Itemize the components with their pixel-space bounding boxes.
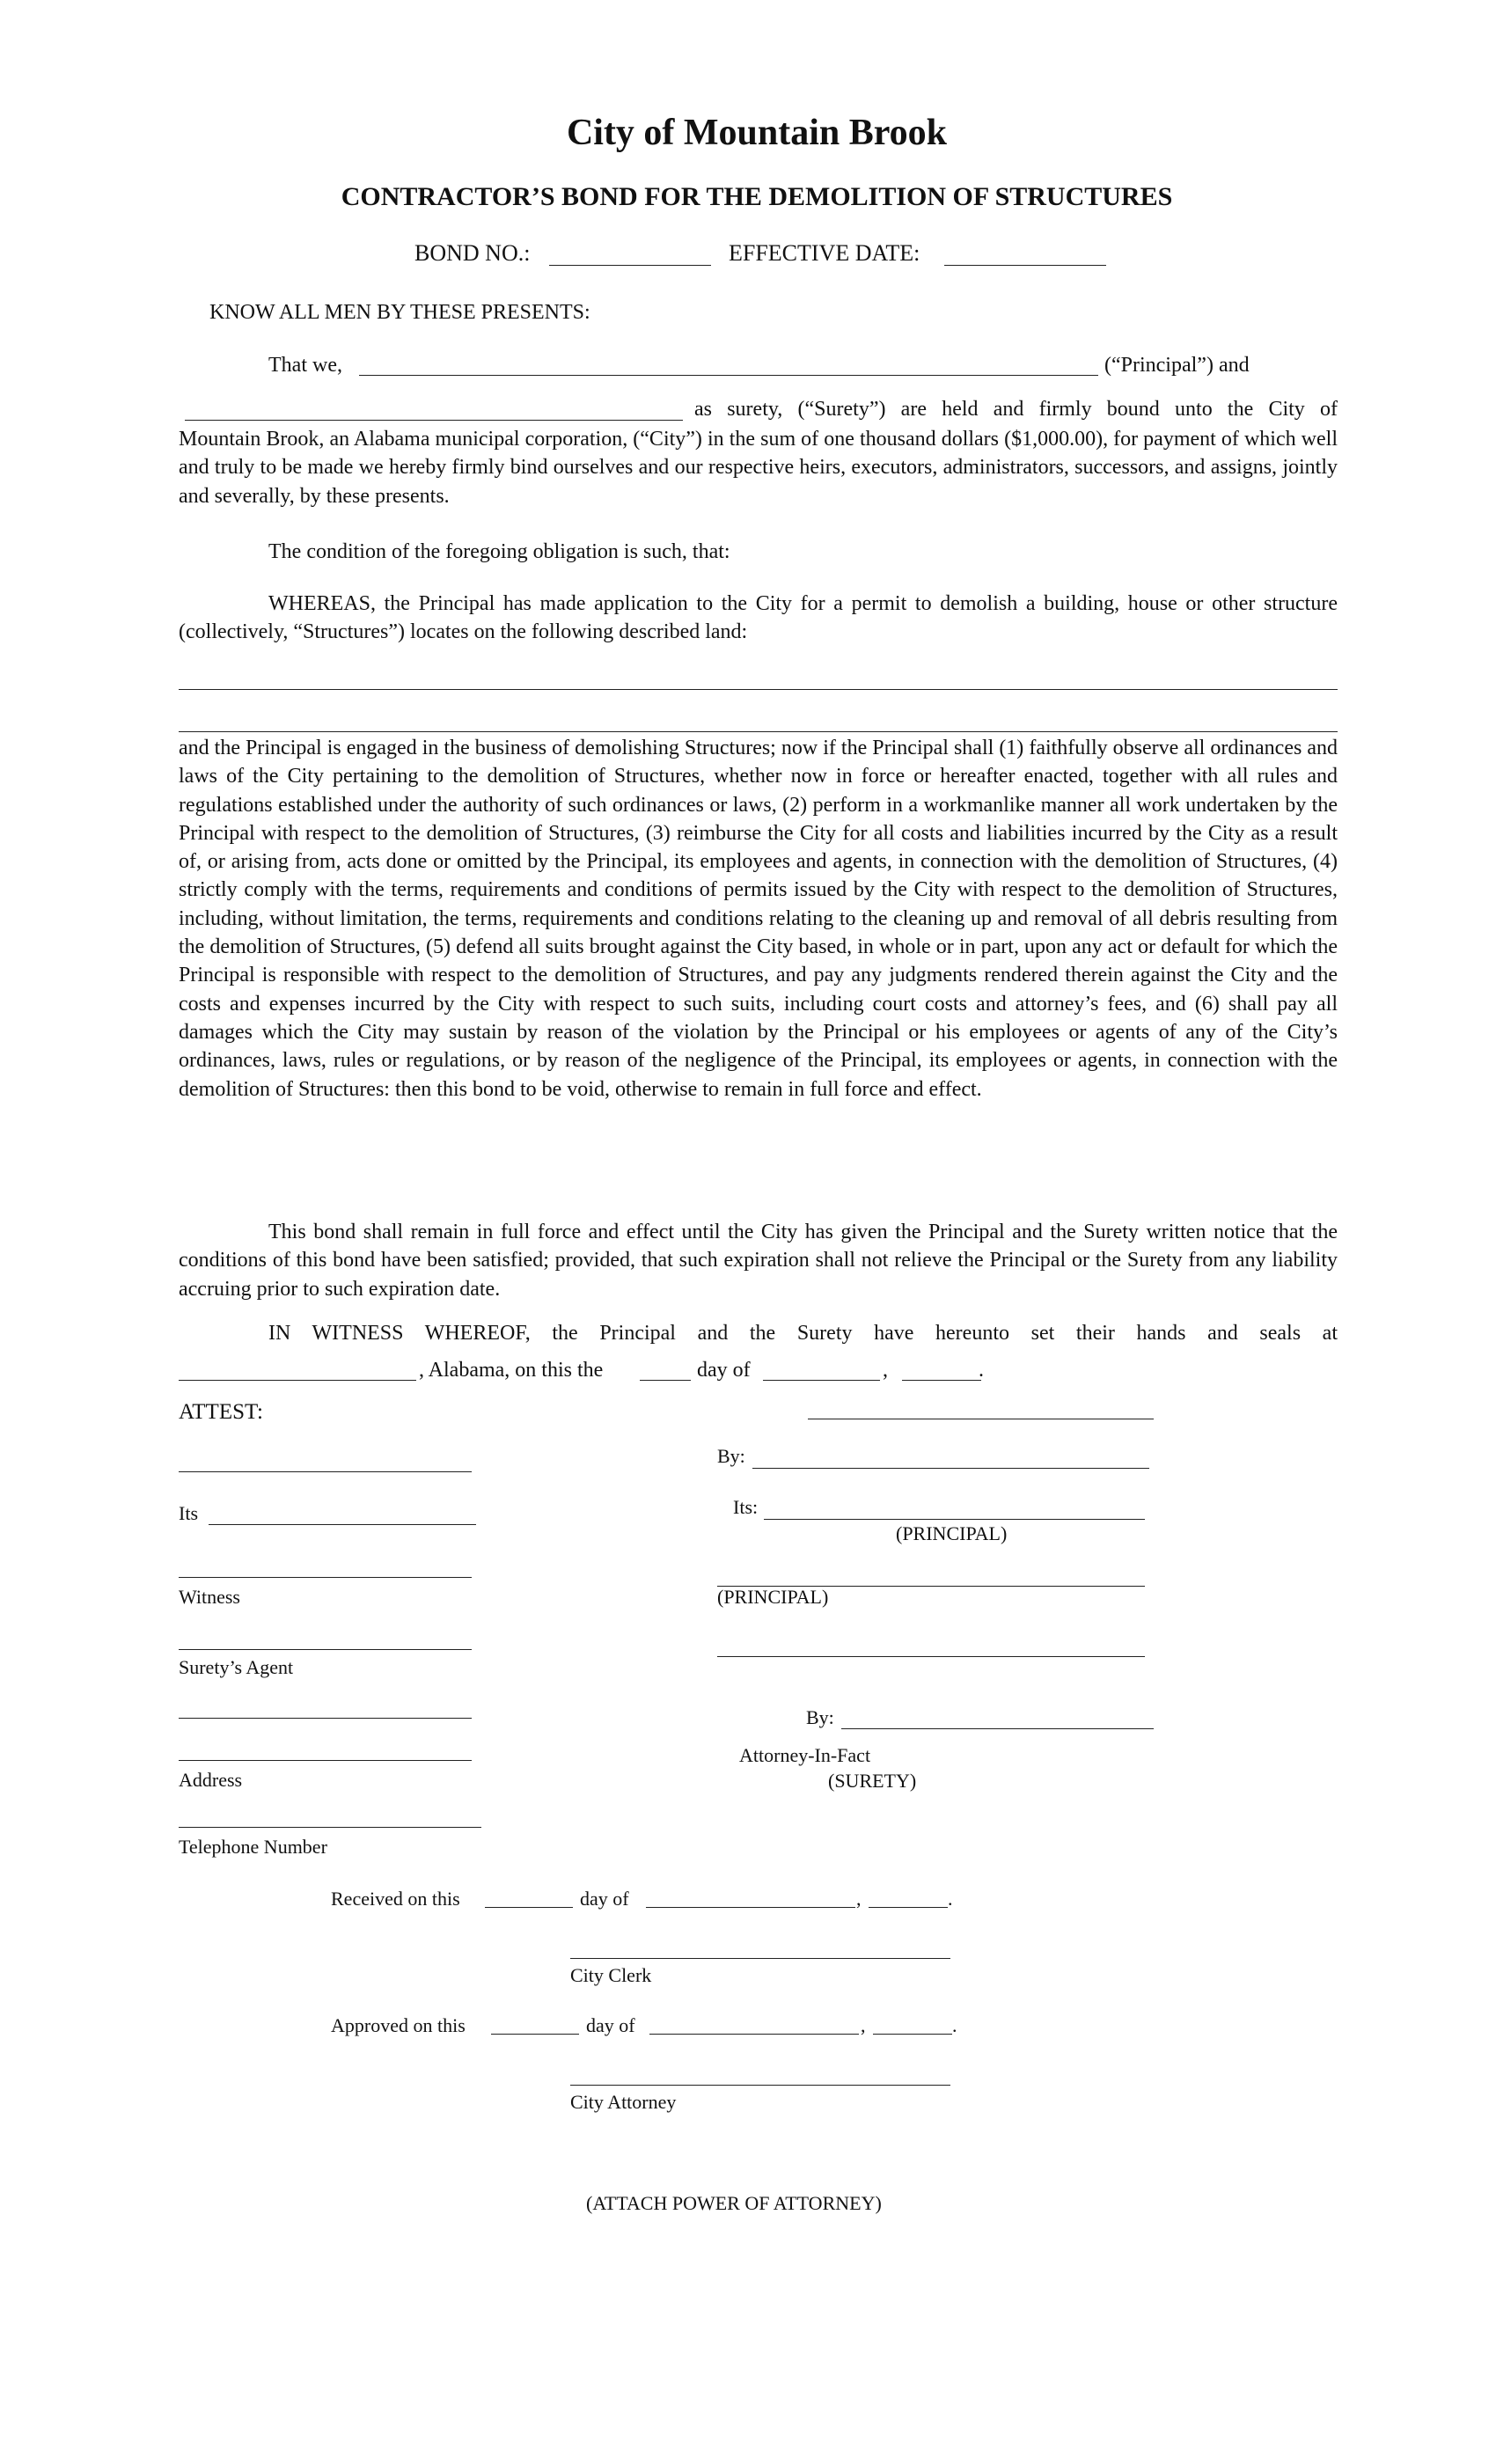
whereas-paragraph: WHEREAS, the Principal has made application to the City for a permit to demolish a building, house or other structure (collectively, “Structures”) locates on the following described land: [179, 592, 1338, 644]
received-month-field[interactable] [646, 1907, 855, 1908]
bond-no-label: BOND NO.: [414, 240, 531, 266]
witness-whereof-text: IN WITNESS WHEREOF, the Principal and the Surety have hereunto set their hands and seals at [268, 1322, 1338, 1345]
city-attorney-signature-line[interactable] [570, 2085, 950, 2086]
witness-period: . [979, 1359, 984, 1382]
principal-and-label: (“Principal”) and [1104, 354, 1250, 377]
principal-caption-1: (PRINCIPAL) [896, 1522, 1008, 1544]
address-line-2[interactable] [179, 1760, 472, 1761]
its-label-left: Its [179, 1502, 198, 1524]
by-principal-field[interactable] [752, 1468, 1149, 1469]
telephone-line[interactable] [179, 1827, 481, 1828]
attorney-in-fact-label: Attorney-In-Fact [739, 1744, 871, 1766]
approved-year-field[interactable] [873, 2034, 952, 2035]
witness-month-field[interactable] [763, 1380, 880, 1381]
bond-no-field[interactable] [549, 265, 711, 266]
received-day-of-label: day of [580, 1888, 629, 1910]
effective-date-label: EFFECTIVE DATE: [729, 240, 920, 266]
witness-signature-line[interactable] [179, 1577, 472, 1578]
its-label-right: Its: [733, 1496, 759, 1518]
received-period: . [948, 1888, 953, 1910]
surety-text: as surety, (“Surety”) are held and firmly bound unto the City of [694, 398, 1338, 421]
alabama-on-text: , Alabama, on this the [419, 1359, 604, 1382]
approved-day-of-label: day of [586, 2014, 635, 2036]
witness-day-field[interactable] [640, 1380, 691, 1381]
principal-name-field[interactable] [359, 375, 1098, 376]
address-line-1[interactable] [179, 1718, 472, 1719]
attest-label: ATTEST: [179, 1400, 263, 1424]
received-on-label: Received on this [331, 1888, 460, 1910]
witness-location-field[interactable] [179, 1380, 416, 1381]
by-label-surety: By: [806, 1706, 834, 1728]
approved-day-field[interactable] [491, 2034, 579, 2035]
land-description-line-1[interactable] [179, 689, 1338, 690]
surety-caption: (SURETY) [828, 1770, 917, 1792]
surety-agent-label: Surety’s Agent [179, 1656, 294, 1678]
witness-label: Witness [179, 1586, 240, 1608]
remain-in-force-paragraph: This bond shall remain in full force and effect until the City has given the Principal and the Surety written notice that the conditions of this bond have been satisfied; provided, that such expiration shall not relieve the Principal or the Surety from any liability accruing prior to such expiration date. [179, 1221, 1338, 1301]
approved-on-label: Approved on this [331, 2014, 466, 2036]
attach-power-of-attorney: (ATTACH POWER OF ATTORNEY) [586, 2192, 882, 2214]
telephone-label: Telephone Number [179, 1836, 327, 1858]
surety-name-field[interactable] [185, 420, 683, 421]
attest-signature-line[interactable] [179, 1471, 472, 1472]
city-attorney-label: City Attorney [570, 2091, 677, 2113]
witness-year-field[interactable] [902, 1380, 981, 1381]
know-all-men: KNOW ALL MEN BY THESE PRESENTS: [209, 301, 590, 324]
city-clerk-label: City Clerk [570, 1964, 652, 1986]
received-comma: , [856, 1888, 862, 1910]
principal-caption-2: (PRINCIPAL) [717, 1586, 829, 1608]
obligation-paragraph: Mountain Brook, an Alabama municipal corporation, (“City”) in the sum of one thousand dollars ($1,000.00), for payment of which well and truly to be made we hereby firmly bind ourselves and our respective heirs, executors, administrators, successors, and assigns, jointly and severally, by these presents. [179, 428, 1338, 508]
surety-name-signature-line[interactable] [717, 1656, 1145, 1657]
city-clerk-signature-line[interactable] [570, 1958, 950, 1959]
by-label-principal: By: [717, 1445, 745, 1467]
its-field-right[interactable] [764, 1519, 1145, 1520]
main-conditions-paragraph: and the Principal is engaged in the business of demolishing Structures; now if the Principal shall (1) faithfully observe all ordinances and laws of the City pertaining to the demolition of Structures, whether now in force or hereafter enacted, together with all rules and regulations established under the authority of such ordinances or laws, (2) perform in a workmanlike manner all work undertaken by the Principal with respect to the demolition of Structures, (3) reimburse the City for all costs and liabilities incurred by the City as a result of, or arising from, acts done or omitted by the Principal, its employees and agents, in connection with the demolition of Structures, (4) strictly comply with the terms, requirements and conditions of permits issued by the City with respect to the demolition of Structures, including, without limitation, the terms, requirements and conditions relating to the cleaning up and removal of all debris resulting from the demolition of Structures, (5) defend all suits brought against the City based, in whole or in part, upon any act or default for which the Principal is responsible with respect to the demolition of Structures, and pay any judgments rendered therein against the City and the costs and expenses incurred by the City with respect to such suits, including court costs and attorney’s fees, and (6) shall pay all damages which the City may sustain by reason of the violation by the Principal or his employees or agents of any of the City’s ordinances, laws, rules or regulations, or by reason of the negligence of the Principal, its employees or agents, in connection with the demolition of Structures: then this bond to be void, otherwise to remain in full force and effect. [179, 737, 1338, 1101]
approved-month-field[interactable] [649, 2034, 859, 2035]
approved-comma: , [861, 2014, 866, 2036]
bond-title: CONTRACTOR’S BOND FOR THE DEMOLITION OF STRUCTURES [341, 182, 1173, 211]
its-field-left[interactable] [209, 1524, 476, 1525]
effective-date-field[interactable] [944, 265, 1106, 266]
land-description-line-2[interactable] [179, 731, 1338, 732]
condition-text: The condition of the foregoing obligation is such, that: [268, 540, 730, 563]
surety-agent-signature-line[interactable] [179, 1649, 472, 1650]
that-we-label: That we, [268, 354, 342, 377]
address-label: Address [179, 1769, 243, 1791]
city-title: City of Mountain Brook [566, 113, 948, 153]
received-year-field[interactable] [869, 1907, 948, 1908]
witness-comma: , [883, 1359, 888, 1382]
received-day-field[interactable] [485, 1907, 573, 1908]
witness-day-of-text: day of [697, 1359, 751, 1382]
by-surety-field[interactable] [841, 1728, 1154, 1729]
approved-period: . [952, 2014, 957, 2036]
